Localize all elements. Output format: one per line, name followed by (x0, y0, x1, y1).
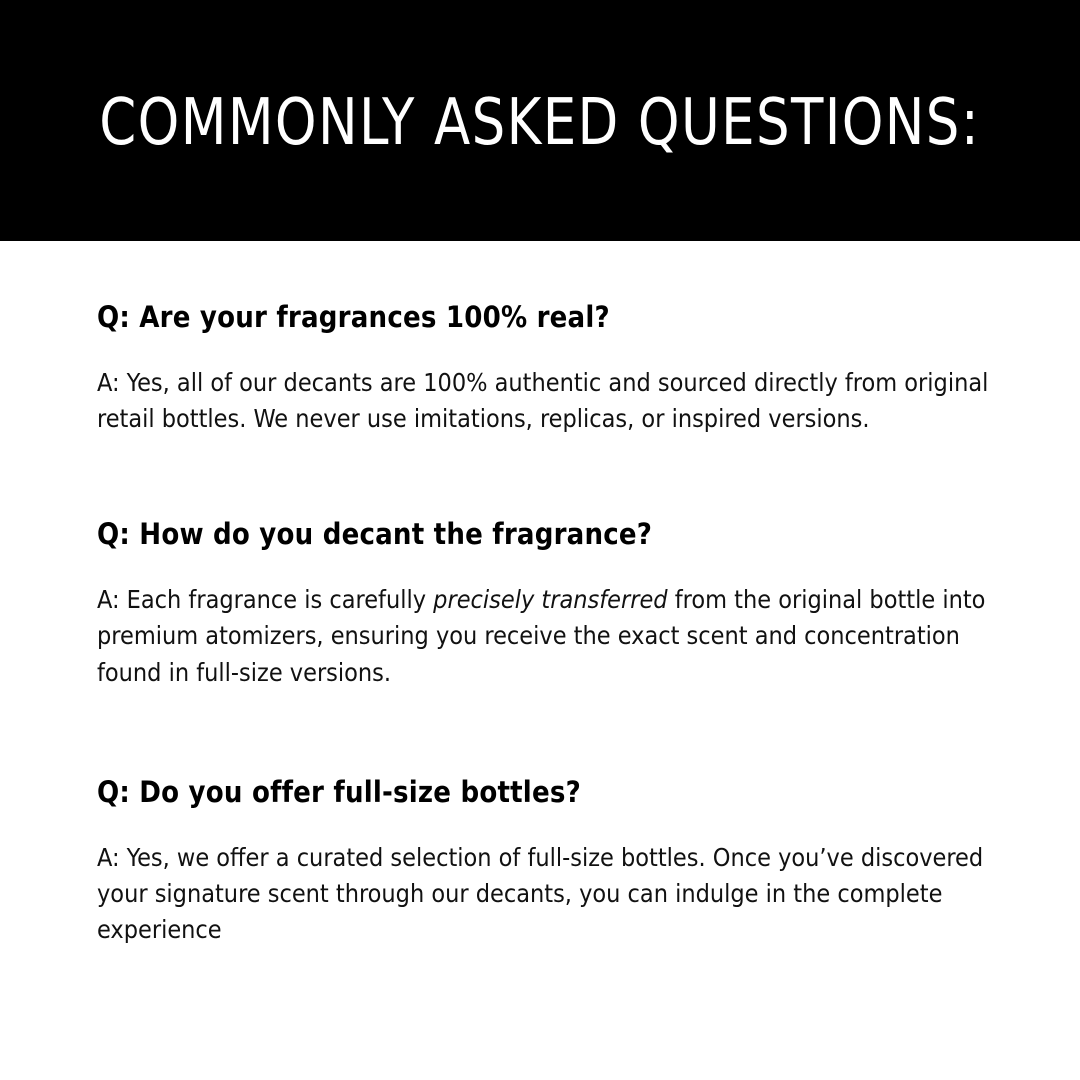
faq-item (97, 775, 1017, 949)
section-spacer (97, 731, 1017, 775)
faq-answer (97, 582, 1012, 691)
faq-answer (97, 365, 1012, 438)
faq-item (97, 300, 1017, 437)
faq-answer-text-before: A: Yes, we offer a curated selection of full-size bottles. Once you’ve discovered your signature scent through our decants, you can indulge in the complete experience (97, 842, 984, 945)
faq-answer-text-before: A: Yes, all of our decants are 100% authentic and sourced directly from original retail bottles. We never use imitations, replicas, or inspired versions. (97, 367, 989, 434)
faq-question: Q: How do you decant the fragrance? (97, 517, 653, 552)
faq-answer (97, 840, 1012, 949)
faq-answer-text-before: A: Each fragrance is carefully (97, 585, 434, 615)
section-spacer (97, 477, 1017, 517)
faq-question: Q: Are your fragrances 100% real? (97, 300, 610, 334)
faq-question: Q: Do you offer full-size bottles? (97, 774, 581, 809)
faq-list (97, 300, 1017, 948)
faq-answer-emphasis: precisely transferred (433, 585, 668, 615)
faq-answer-text-after: from the original bottle into premium atomizers, ensuring you receive the exact scent and concentration found in full-size versions. (97, 585, 986, 687)
faq-item (97, 517, 1017, 691)
header-banner (0, 0, 1080, 241)
page-title: COMMONLY ASKED QUESTIONS: (99, 85, 981, 160)
